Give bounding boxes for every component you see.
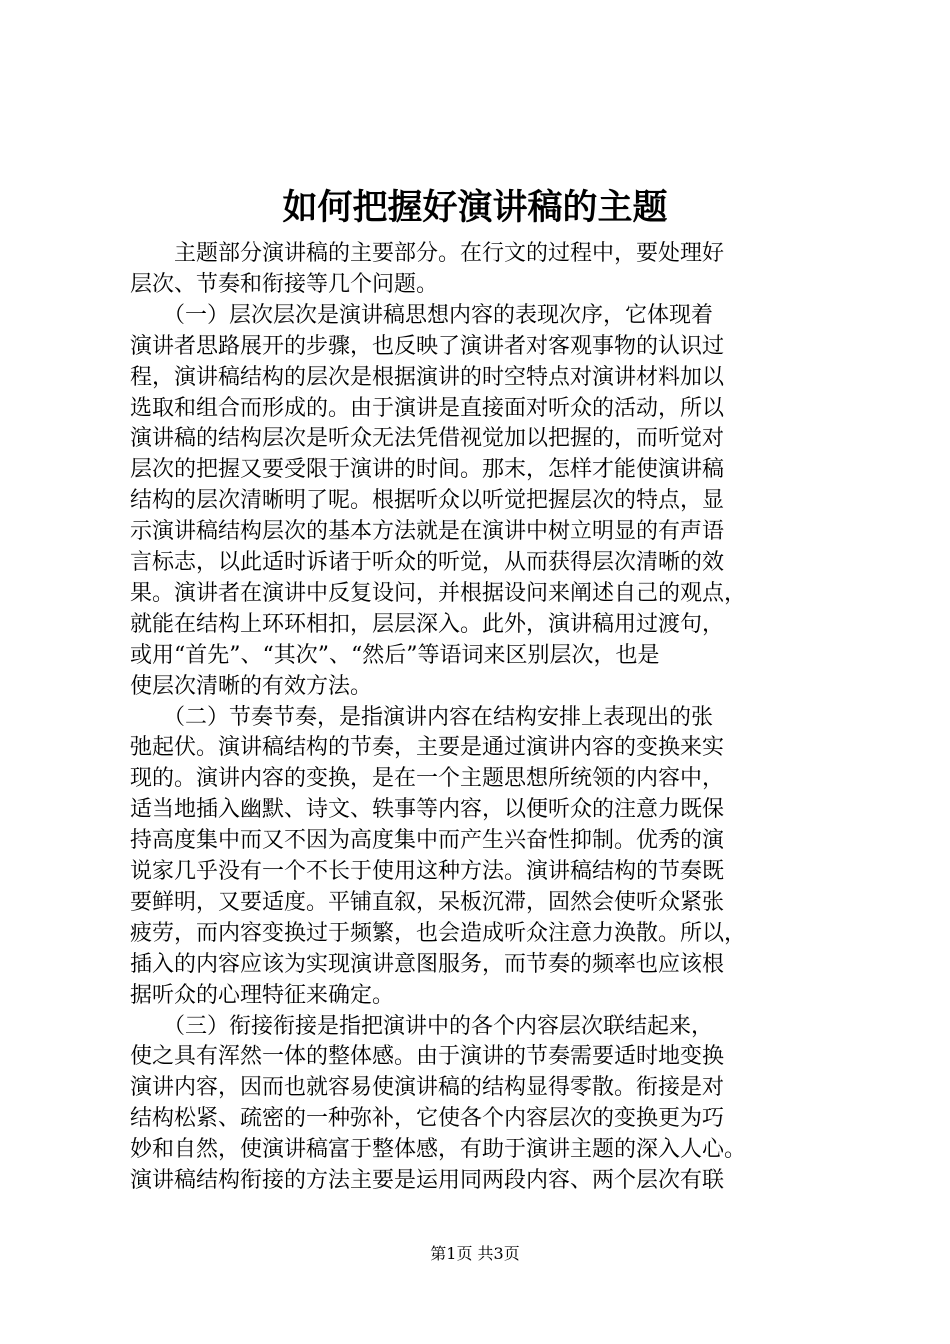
body-text-line: 持高度集中而又不因为高度集中而产生兴奋性抑制。优秀的演 [130, 828, 725, 854]
body-text-line: 程，演讲稿结构的层次是根据演讲的时空特点对演讲材料加以 [130, 364, 725, 390]
body-text-line: 适当地插入幽默、诗文、轶事等内容，以便听众的注意力既保 [130, 797, 725, 823]
body-text-line: 演讲稿结构衔接的方法主要是运用同两段内容、两个层次有联 [130, 1168, 725, 1193]
body-text-line: 结构松紧、疏密的一种弥补，它使各个内容层次的变换更为巧 [130, 1106, 725, 1132]
body-text-line: 说家几乎没有一个不长于使用这种方法。演讲稿结构的节奏既 [130, 859, 725, 884]
body-text-line: 层次的把握又要受限于演讲的时间。那末，怎样才能使演讲稿 [130, 457, 725, 483]
body-text-line: 弛起伏。演讲稿结构的节奏，主要是通过演讲内容的变换来实 [130, 735, 725, 761]
body-text-line: 要鲜明，又要适度。平铺直叙，呆板沉滞，固然会使听众紧张 [130, 889, 725, 915]
body-text-line: 就能在结构上环环相扣，层层深入。此外，演讲稿用过渡句， [130, 611, 725, 637]
body-text-line: 果。演讲者在演讲中反复设问，并根据设问来阐述自己的观点， [130, 580, 747, 606]
body-text-line: 或用“首先”、“其次”、“然后”等语词来区别层次，也是 [130, 642, 660, 668]
body-text-line: 演讲者思路展开的步骤，也反映了演讲者对客观事物的认识过 [130, 333, 725, 359]
body-text-line: 使之具有浑然一体的整体感。由于演讲的节奏需要适时地变换 [130, 1044, 725, 1070]
body-text-line: 结构的层次清晰明了呢。根据听众以听觉把握层次的特点，显 [130, 488, 725, 514]
body-text-line: 插入的内容应该为实现演讲意图服务，而节奏的频率也应该根 [130, 951, 725, 977]
document-title: 如何把握好演讲稿的主题 [282, 187, 668, 228]
body-text-line: （二）节奏节奏，是指演讲内容在结构安排上表现出的张 [130, 704, 714, 730]
body-text-line: 主题部分演讲稿的主要部分。在行文的过程中，要处理好 [130, 241, 725, 266]
body-text-line: 示演讲稿结构层次的基本方法就是在演讲中树立明显的有声语 [130, 519, 725, 545]
body-text-line: 现的。演讲内容的变换，是在一个主题思想所统领的内容中， [130, 766, 725, 792]
body-text-line: 演讲稿的结构层次是听众无法凭借视觉加以把握的，而听觉对 [130, 426, 725, 452]
body-text-line: （三）衔接衔接是指把演讲中的各个内容层次联结起来， [130, 1013, 714, 1039]
body-text-line: 演讲内容，因而也就容易使演讲稿的结构显得零散。衔接是对 [130, 1075, 725, 1101]
body-text-line: 层次、节奏和衔接等几个问题。 [130, 271, 439, 297]
body-text-line: 据听众的心理特征来确定。 [130, 982, 395, 1008]
body-text-line: 选取和组合而形成的。由于演讲是直接面对听众的活动，所以 [130, 395, 725, 421]
body-text-line: 言标志，以此适时诉诸于听众的听觉，从而获得层次清晰的效 [130, 550, 725, 575]
page-footer: 第1页 共3页 [430, 1244, 520, 1263]
body-text-line: （一）层次层次是演讲稿思想内容的表现次序，它体现着 [130, 302, 714, 328]
body-text-line: 使层次清晰的有效方法。 [130, 673, 373, 699]
body-text-line: 疲劳，而内容变换过于频繁，也会造成听众注意力涣散。所以， [130, 920, 747, 946]
body-text-line: 妙和自然，使演讲稿富于整体感，有助于演讲主题的深入人心。 [130, 1137, 747, 1163]
